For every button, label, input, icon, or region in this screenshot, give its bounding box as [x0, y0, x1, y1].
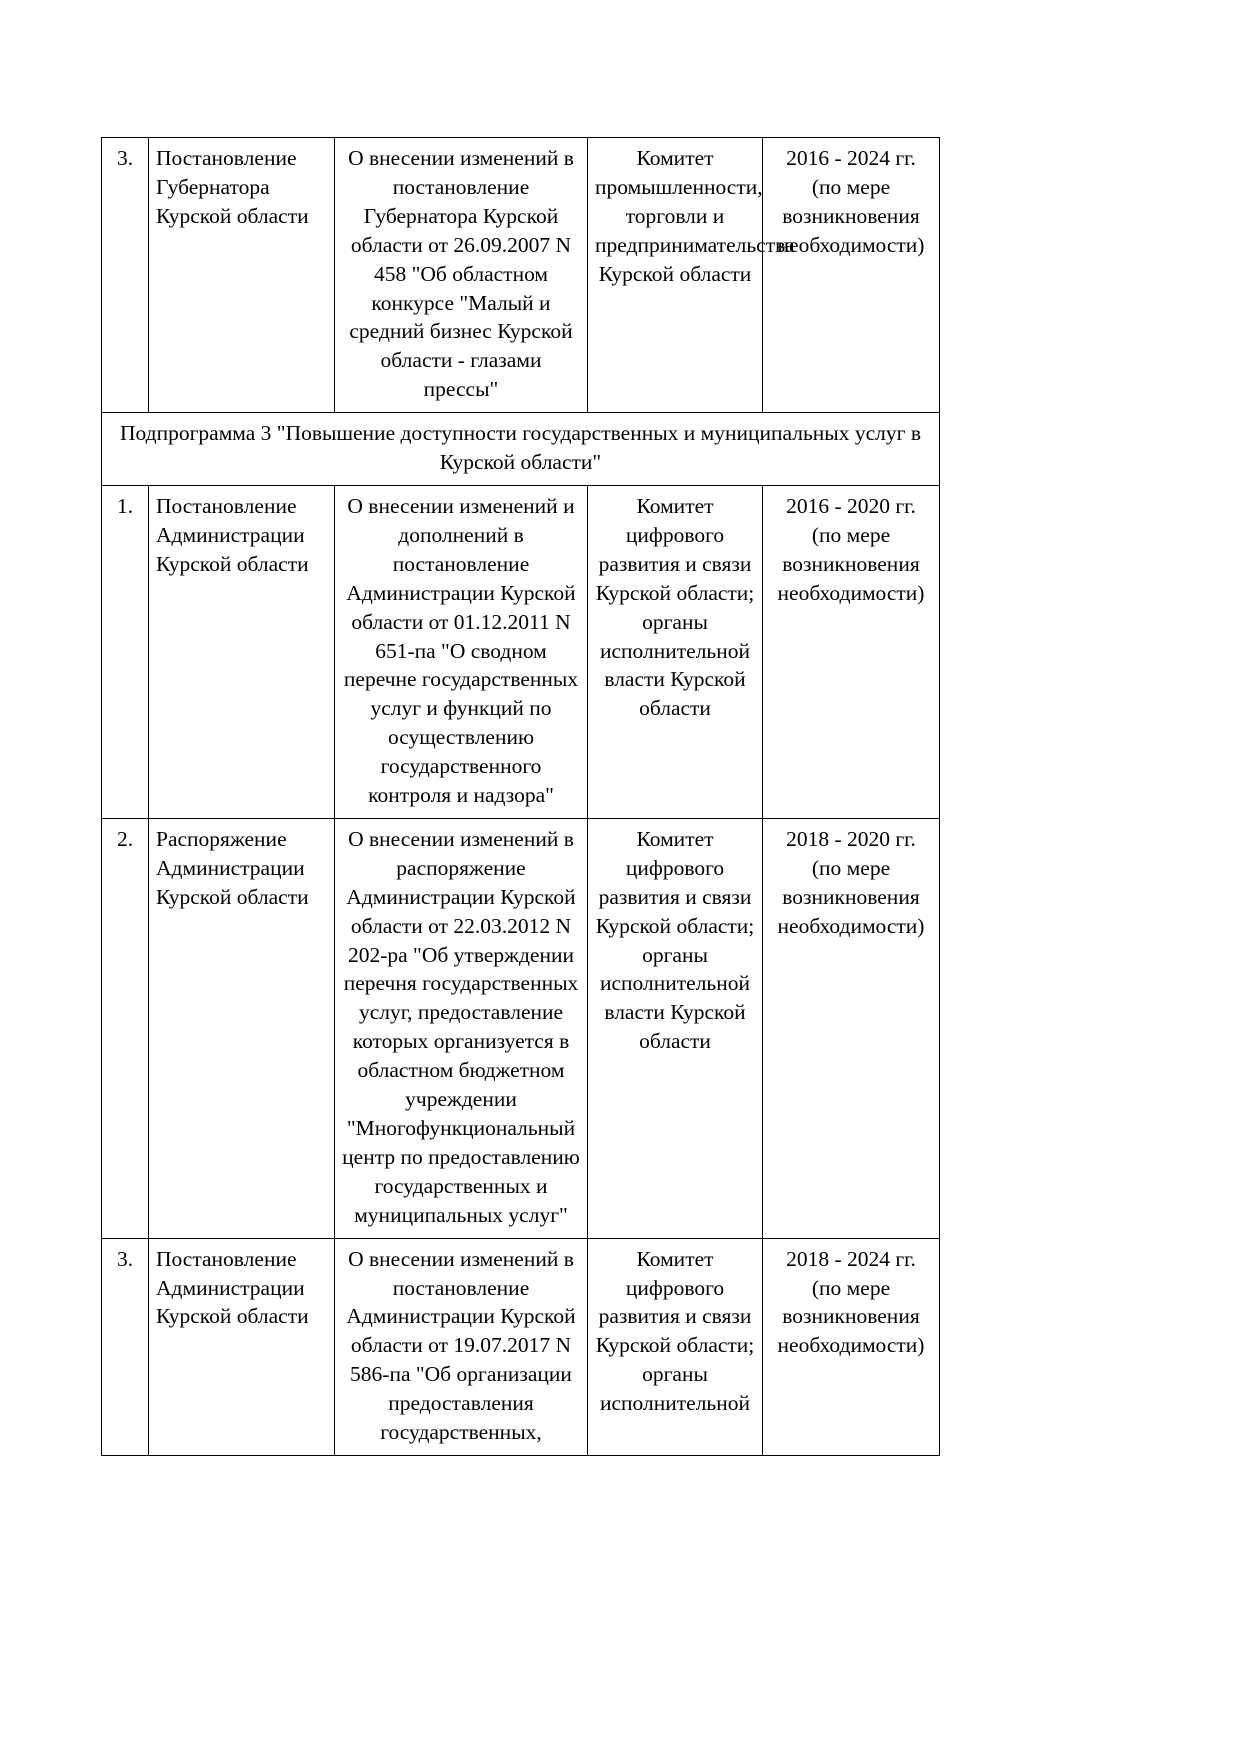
responsible-body-text: Комитет цифрового развития и связи Курской области; органы исполнительной [595, 1246, 755, 1416]
row-number: 3. [116, 146, 134, 170]
program-measures-table [101, 137, 940, 1456]
table-row [102, 485, 940, 818]
act-type-text: Постановление Губернатора Курской области [156, 146, 309, 228]
row-number-cell [102, 818, 149, 1238]
row-number-cell [102, 485, 149, 818]
act-title-cell [335, 818, 588, 1238]
term-cell [763, 818, 940, 1238]
term-cell [763, 1238, 940, 1455]
act-type-cell [149, 485, 335, 818]
row-number: 1. [116, 493, 134, 518]
row-number: 3. [116, 1246, 134, 1271]
table-row [102, 1238, 940, 1455]
term-text: 2016 - 2020 гг. (по мере возникновения необходимости) [777, 493, 925, 605]
subprogram-header-text: Подпрограмма 3 "Повышение доступности государственных и муниципальных услуг в Курской области" [119, 421, 921, 475]
subprogram-header-cell [102, 413, 940, 486]
act-title-text: О внесении изменений в постановление Губернатора Курской области от 26.09.2007 N 458 "Об областном конкурсе "Малый и средний бизнес Курской области - глазами прессы" [348, 146, 574, 402]
responsible-body-text: Комитет цифрового развития и связи Курской области; органы исполнительной власти Курской области [595, 826, 755, 1054]
term-text: 2016 - 2024 гг. (по мере возникновения необходимости) [777, 146, 925, 257]
row-number-cell [102, 138, 149, 413]
act-type-text: Постановление Администрации Курской области [156, 1246, 309, 1329]
act-title-text: О внесении изменений в распоряжение Администрации Курской области от 22.03.2012 N 202-ра "Об утверждении перечня государственных услуг, предоставление которых организуется в областном бюджетном учреждении "Многофункциональный центр по предоставлению государственных и муниципальных услуг" [342, 826, 580, 1227]
term-cell [763, 138, 940, 413]
responsible-body-cell [588, 1238, 763, 1455]
act-title-text: О внесении изменений в постановление Администрации Курской области от 19.07.2017 N 586-па "Об организации предоставления государственных, [346, 1246, 576, 1445]
act-title-text: О внесении изменений и дополнений в постановление Администрации Курской области от 01.12.2011 N 651-па "О сводном перечне государственных услуг и функций по осуществлению государственного контроля и надзора" [343, 493, 579, 808]
responsible-body-cell [588, 818, 763, 1238]
act-title-cell [335, 1238, 588, 1455]
responsible-body-cell [588, 485, 763, 818]
responsible-body-cell [588, 138, 795, 413]
table-row [102, 818, 940, 1238]
row-number: 2. [116, 826, 134, 851]
responsible-body-text: Комитет промышленности, торговли и предпринимательства Курской области [595, 146, 795, 286]
act-type-cell [149, 1238, 335, 1455]
act-type-text: Постановление Администрации Курской области [156, 493, 309, 576]
term-text: 2018 - 2024 гг. (по мере возникновения необходимости) [777, 1246, 925, 1358]
term-text: 2018 - 2020 гг. (по мере возникновения необходимости) [777, 826, 925, 938]
act-type-cell [149, 818, 335, 1238]
table-row [102, 138, 940, 413]
act-title-cell [335, 138, 588, 413]
act-title-cell [335, 485, 588, 818]
term-cell [763, 485, 940, 818]
responsible-body-text: Комитет цифрового развития и связи Курской области; органы исполнительной власти Курской области [595, 493, 755, 721]
act-type-cell [149, 138, 335, 413]
subprogram-header-row [102, 413, 940, 486]
row-number-cell [102, 1238, 149, 1455]
act-type-text: Распоряжение Администрации Курской области [156, 826, 309, 909]
